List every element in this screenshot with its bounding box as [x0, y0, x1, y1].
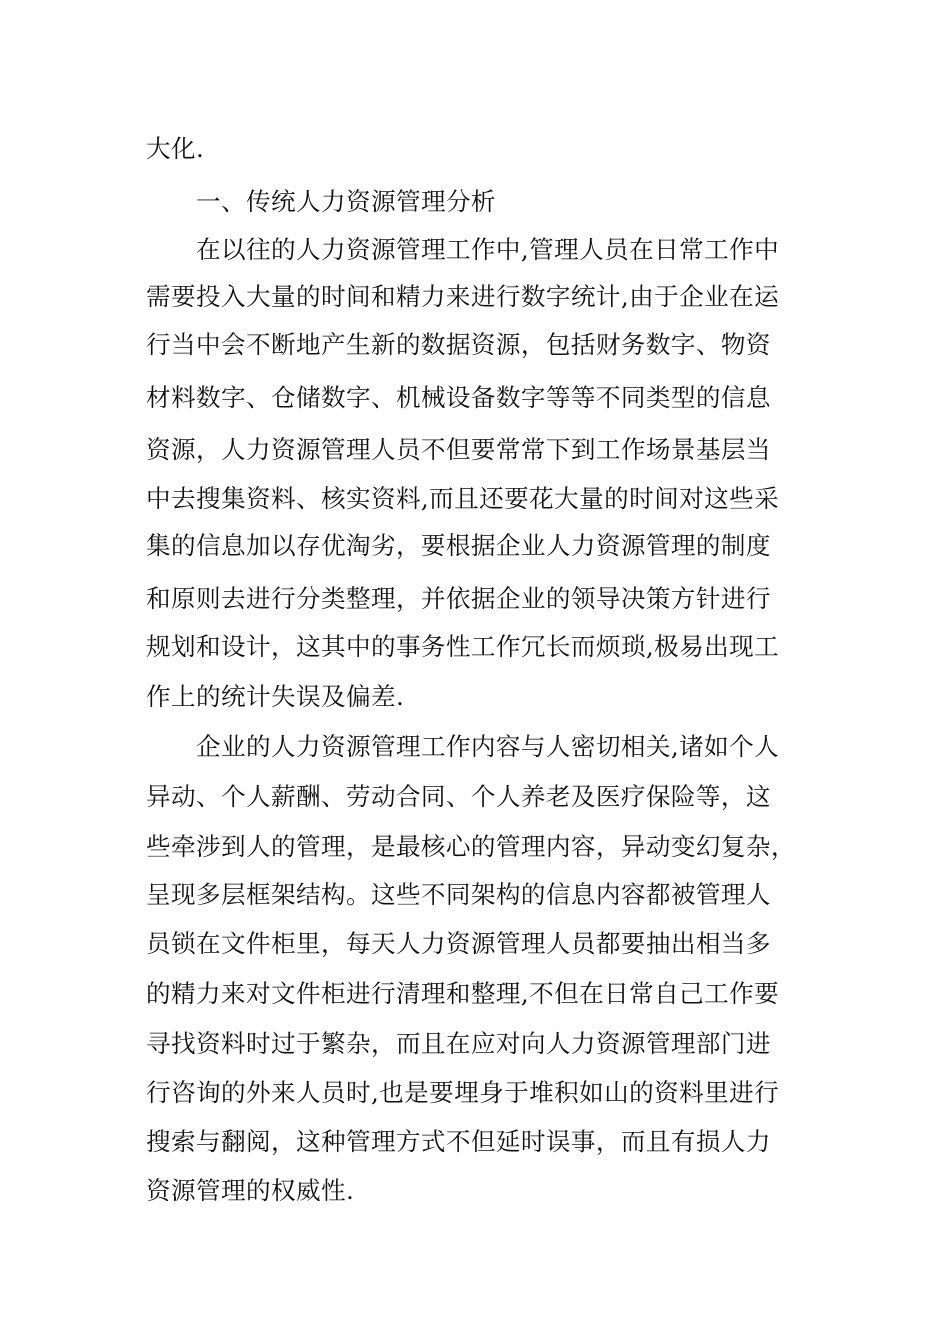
- text-line: 的精力来对文件柜进行清理和整理,不但在日常自己工作要: [146, 979, 780, 1008]
- text-line: 大化.: [146, 134, 205, 163]
- text-line: 集的信息加以存优淘劣，要根据企业人力资源管理的制度: [146, 531, 771, 560]
- text-line: 搜索与翻阅，这种管理方式不但延时误事，而且有损人力: [146, 1127, 771, 1156]
- text-line: 异动、个人薪酬、劳动合同、个人养老及医疗保险等，这: [146, 782, 771, 811]
- text-line: 作上的统计失误及偏差.: [146, 682, 405, 711]
- text-line: 资源，人力资源管理人员不但要常常下到工作场景基层当: [146, 435, 771, 464]
- text-line: 员锁在文件柜里，每天人力资源管理人员都要抽出相当多: [146, 929, 771, 958]
- text-line: 呈现多层框架结构。这些不同架构的信息内容都被管理人: [146, 880, 771, 909]
- section-heading: 一、传统人力资源管理分析: [196, 187, 496, 216]
- text-line: 行当中会不断地产生新的数据资源，包括财务数字、物资: [146, 330, 771, 359]
- text-line: 在以往的人力资源管理工作中,管理人员在日常工作中: [196, 235, 780, 264]
- text-line: 寻找资料时过于繁杂，而且在应对向人力资源管理部门进: [146, 1029, 771, 1058]
- text-line: 中去搜集资料、核实资料,而且还要花大量的时间对这些采: [146, 484, 780, 513]
- text-line: 资源管理的权威性.: [146, 1176, 355, 1205]
- text-line: 和原则去进行分类整理，并依据企业的领导决策方针进行: [146, 584, 771, 613]
- text-line: 些牵涉到人的管理，是最核心的管理内容，异动变幻复杂，: [146, 832, 796, 861]
- text-line: 需要投入大量的时间和精力来进行数字统计,由于企业在运: [146, 282, 780, 311]
- text-line: 规划和设计，这其中的事务性工作冗长而烦琐,极易出现工: [146, 632, 780, 661]
- text-line: 企业的人力资源管理工作内容与人密切相关,诸如个人: [196, 732, 780, 761]
- text-line: 材料数字、仓储数字、机械设备数字等等不同类型的信息: [146, 383, 771, 412]
- text-line: 行咨询的外来人员时,也是要埋身于堆积如山的资料里进行: [146, 1078, 780, 1107]
